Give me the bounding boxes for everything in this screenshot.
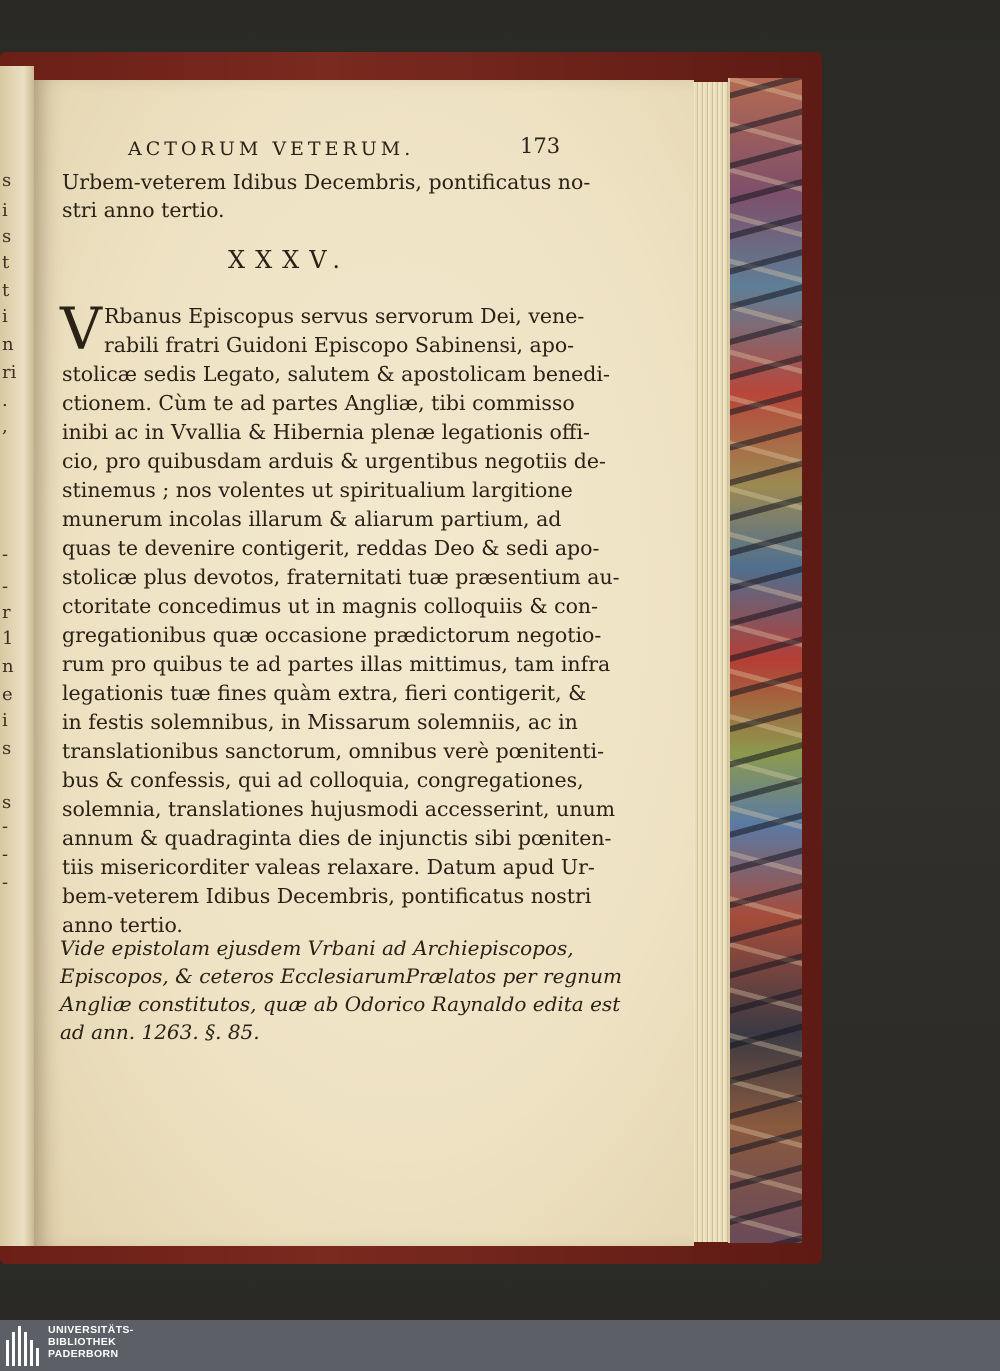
left-fragment: e [2,684,13,705]
left-fragment: t [2,280,10,301]
body-line: Rbanus Episcopus servus servorum Dei, vene- [104,304,585,328]
left-fragment: n [2,656,14,677]
note-line: Episcopos, & ceteros EcclesiarumPrælatos per regnum [60,964,622,988]
body-line: stinemus ; nos volentes ut spiritualium largitione [62,478,573,502]
left-fragment: i [2,710,8,731]
body-line: anno tertio. [62,913,183,937]
left-fragment: , [2,416,8,437]
library-logo-text [48,1324,134,1360]
left-fragment: s [2,792,12,813]
body-line: in festis solemnibus, in Missarum solemniis, ac in [62,710,578,734]
left-fragment: - [2,816,9,837]
body-line: ctionem. Cùm te ad partes Angliæ, tibi commisso [62,391,575,415]
library-logo-icon [6,1326,40,1366]
body-line: ctoritate concedimus ut in magnis colloquiis & con- [62,594,599,618]
left-fragment: - [2,872,9,893]
running-head: ACTORUM VETERUM. [128,138,415,160]
left-fragment: s [2,170,12,191]
body-line: gregationibus quæ occasione prædictorum negotio- [62,623,602,647]
left-fragment: - [2,576,9,597]
body-line: quas te devenire contigerit, reddas Deo & sedi apo- [62,536,600,560]
body-line: munerum incolas illarum & aliarum partium, ad [62,507,562,531]
body-line: solemnia, translationes hujusmodi accesserint, unum [62,797,616,821]
body-line: translationibus sanctorum, omnibus verè pœnitenti- [62,739,605,763]
body-line: rum pro quibus te ad partes illas mittimus, tam infra [62,652,611,676]
body-line: annum & quadraginta dies de injunctis sibi pœniten- [62,826,612,850]
page-number: 173 [520,134,561,158]
body-line: rabili fratri Guidoni Episcopo Sabinensi, apo- [104,333,575,357]
left-fragment: r [2,602,11,623]
left-fragment: - [2,544,9,565]
body-line: stolicæ sedis Legato, salutem & apostolicam benedi- [62,362,610,386]
left-fragment: ri [2,362,17,383]
body-line: bus & confessis, qui ad colloquia, congregationes, [62,768,584,792]
logo-line-3: PADERBORN [48,1348,119,1360]
note-line: ad ann. 1263. §. 85. [60,1020,260,1044]
left-fragment: t [2,252,10,273]
left-fragment: - [2,844,9,865]
logo-line-2: BIBLIOTHEK [48,1336,117,1348]
note-line: Angliæ constitutos, quæ ab Odorico Raynaldo edita est [60,992,621,1016]
intro-line: stri anno tertio. [62,198,225,222]
left-fragment: 1 [2,628,14,649]
body-line: cio, pro quibusdam arduis & urgentibus negotiis de- [62,449,606,473]
page-block-edge [690,82,730,1242]
section-heading: XXXV. [228,246,351,274]
intro-line: Urbem-veterem Idibus Decembris, pontificatus no- [62,170,591,194]
body-line: stolicæ plus devotos, fraternitati tuæ præsentium au- [62,565,620,589]
left-page-sliver [0,66,34,1246]
body-line: tiis misericorditer valeas relaxare. Datum apud Ur- [62,855,595,879]
note-line: Vide epistolam ejusdem Vrbani ad Archiepiscopos, [60,936,574,960]
left-fragment: i [2,306,8,327]
marbled-fore-edge [728,78,802,1243]
logo-line-1: UNIVERSITÄTS- [48,1324,134,1336]
left-fragment: . [2,390,8,411]
left-fragment: s [2,738,12,759]
left-fragment: s [2,226,12,247]
body-line: bem-veterem Idibus Decembris, pontificatus nostri [62,884,592,908]
drop-capital: V [60,295,102,363]
left-fragment: i [2,200,8,221]
footer-bar [0,1320,1000,1371]
body-line: legationis tuæ fines quàm extra, fieri contigerit, & [62,681,587,705]
body-line: inibi ac in Vvallia & Hibernia plenæ legationis offi- [62,420,590,444]
left-fragment: n [2,334,14,355]
